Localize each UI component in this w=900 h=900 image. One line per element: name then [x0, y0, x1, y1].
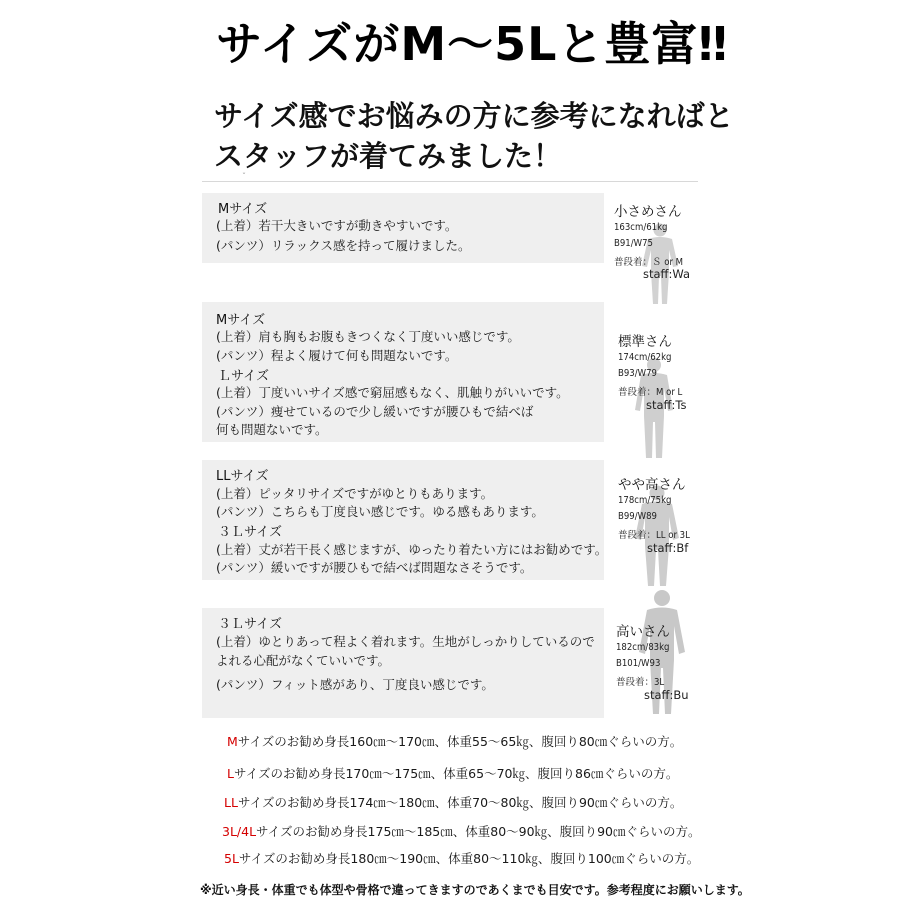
review-line: (上着）丈が若干長く感じますが、ゆったり着たい方にはお勧めです。: [216, 542, 608, 557]
staff-height-weight: 178cm/75kg: [618, 495, 672, 506]
size-name: M: [227, 734, 238, 749]
staff-height-weight: 182cm/83kg: [616, 642, 670, 653]
recommendation-text: サイズのお勧め身長174㎝～180㎝、体重70～80㎏、腹回り90㎝ぐらいの方。: [237, 795, 683, 810]
headline: サイズがM～5Lと豊富‼: [216, 17, 729, 71]
staff-measure: B101/W93: [616, 658, 661, 669]
review-size-heading: ３Ｌサイズ: [218, 525, 282, 540]
review-line: よれる心配がなくていいです。: [216, 653, 391, 668]
review-size-heading: ３Ｌサイズ: [218, 617, 282, 632]
review-size-heading: LLサイズ: [216, 469, 269, 484]
subheading-line-1: サイズ感でお悩みの方に参考になればと: [214, 99, 734, 133]
review-line: (上着）丁度いいサイズ感で窮屈感もなく、肌触りがいいです。: [216, 385, 569, 400]
staff-id: staff:Wa: [643, 267, 691, 281]
review-size-heading: Ｌサイズ: [218, 369, 269, 384]
review-line: (パンツ）リラックス感を持って履けました。: [216, 238, 471, 253]
size-recommendation: [227, 732, 682, 750]
staff-usual-size: 普段着：3L: [616, 677, 665, 688]
recommendation-text: サイズのお勧め身長175㎝～185㎝、体重80～90㎏、腹回り90㎝ぐらいの方。: [256, 824, 701, 839]
review-line: 何も問題ないです。: [216, 422, 328, 437]
review-line: (パンツ）緩いですが腰ひもで結べば問題なさそうです。: [216, 560, 533, 575]
review-line: (パンツ）痩せているので少し緩いですが腰ひもで結べば: [216, 404, 534, 419]
size-recommendation: [224, 849, 699, 867]
staff-measure: B93/W79: [618, 368, 657, 379]
review-line: (上着）肩も胸もお腹もきつくなく丁度いい感じです。: [216, 329, 520, 344]
recommendation-text: サイズのお勧め身長180㎝～190㎝、体重80～110㎏、腹回り100㎝ぐらいの方。: [238, 851, 700, 866]
staff-usual-size: 普段着：Ｓ or M: [614, 257, 684, 268]
review-size-heading: Mサイズ: [218, 202, 268, 217]
size-name: 3L/4L: [222, 824, 257, 839]
recommendation-text: サイズのお勧め身長170㎝～175㎝、体重65～70㎏、腹回り86㎝ぐらいの方。: [233, 766, 679, 781]
review-line: (上着）ゆとりあって程よく着れます。生地がしっかりしているので: [216, 634, 595, 649]
staff-id: staff:Ts: [646, 398, 687, 412]
staff-measure: B91/W75: [614, 238, 653, 249]
staff-height-weight: 174cm/62kg: [618, 352, 672, 363]
size-name: L: [227, 766, 234, 781]
staff-label: やや高さん: [618, 477, 686, 493]
size-recommendation: [227, 764, 678, 782]
review-line: (パンツ）フィット感があり、丁度良い感じです。: [216, 677, 494, 692]
staff-id: staff:Bf: [647, 541, 689, 555]
review-line: (パンツ）こちらも丁度良い感じです。ゆる感もあります。: [216, 504, 544, 519]
staff-usual-size: 普段着：M or L: [618, 387, 683, 398]
size-name: LL: [224, 795, 238, 810]
staff-usual-size: 普段着：LL or 3L: [618, 530, 690, 541]
subheading-line-2: スタッフが着てみました！: [214, 139, 563, 173]
review-line: (上着）若干大きいですが動きやすいです。: [216, 218, 458, 233]
staff-label: 標準さん: [618, 334, 672, 350]
tiny-mark: ˇ: [242, 172, 246, 181]
staff-measure: B99/W89: [618, 511, 657, 522]
size-recommendation: [222, 822, 700, 840]
review-size-heading: Mサイズ: [216, 313, 266, 328]
review-line: (上着）ピッタリサイズですがゆとりもあります。: [216, 486, 494, 501]
staff-label: 高いさん: [616, 624, 670, 640]
recommendation-text: サイズのお勧め身長160㎝～170㎝、体重55～65㎏、腹回り80㎝ぐらいの方。: [237, 734, 683, 749]
footnote: ※近い身長・体重でも体型や骨格で違ってきますのであくまでも目安です。参考程度にお願いします。: [200, 883, 750, 897]
size-recommendation: [224, 793, 682, 811]
staff-id: staff:Bu: [644, 688, 689, 702]
review-line: (パンツ）程よく履けて何も問題ないです。: [216, 348, 458, 363]
size-name: 5L: [224, 851, 239, 866]
staff-label: 小さめさん: [614, 204, 682, 220]
header-divider: [202, 181, 698, 182]
staff-height-weight: 163cm/61kg: [614, 222, 668, 233]
